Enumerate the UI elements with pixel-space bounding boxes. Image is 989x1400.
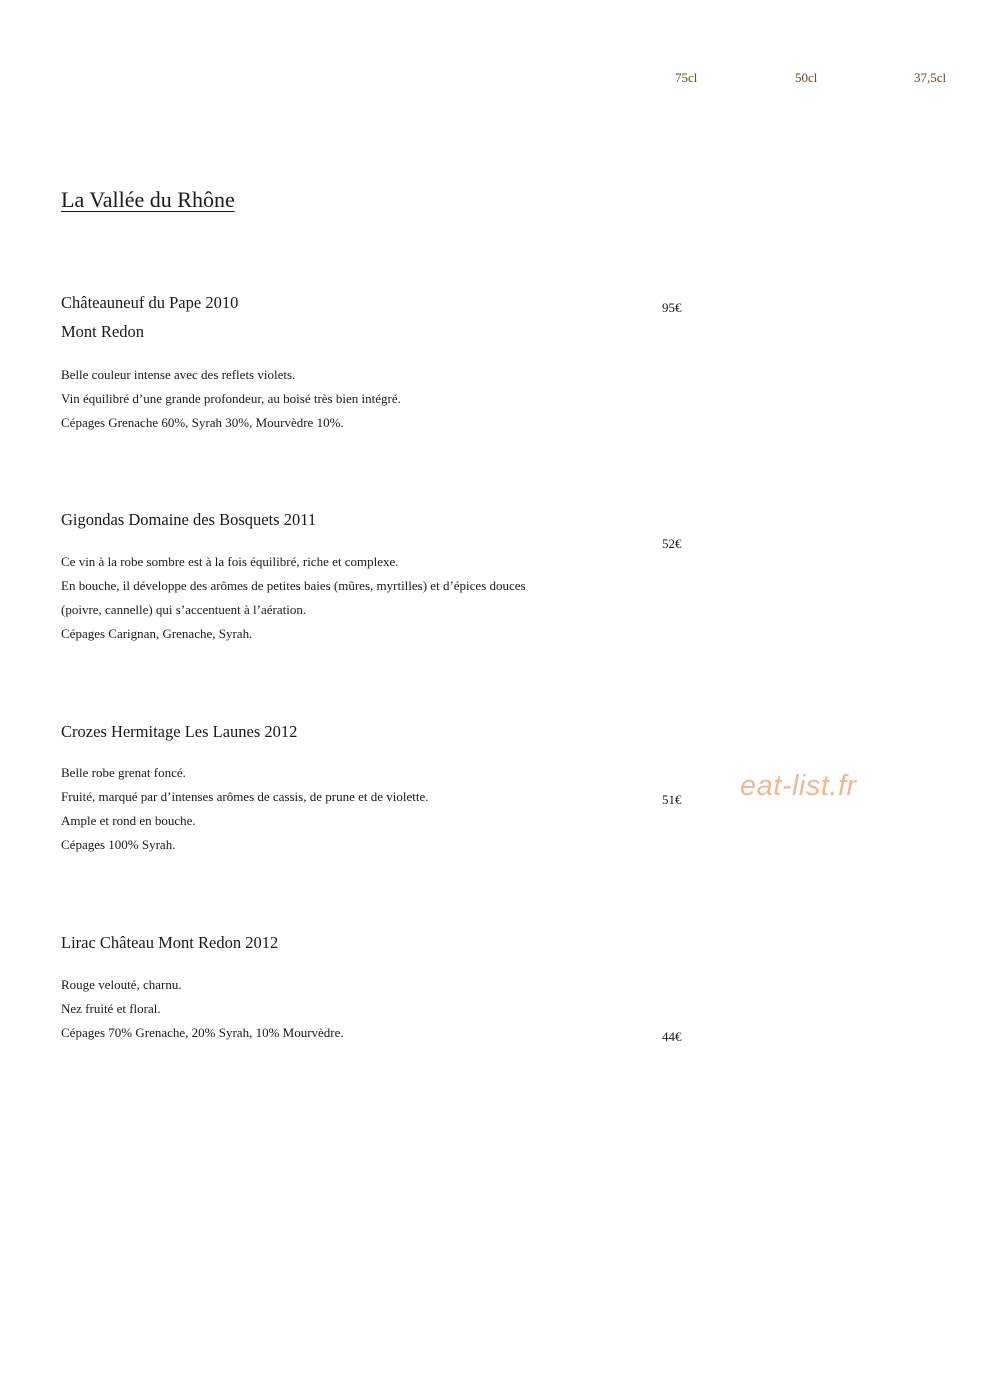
description-line: Belle robe grenat foncé. (61, 765, 186, 780)
description-line: Vin équilibré d’une grande profondeur, au boisé très bien intégré. (61, 391, 401, 406)
wine-description (61, 363, 401, 435)
wine-name: Châteauneuf du Pape 2010 (61, 293, 239, 312)
wine-price-75cl: 51€ (662, 792, 682, 807)
wine-description (61, 761, 429, 857)
size-header-37-5cl: 37,5cl (914, 70, 947, 85)
description-line: Cépages Grenache 60%, Syrah 30%, Mourvèdre 10%. (61, 415, 344, 430)
description-line: Belle couleur intense avec des reflets violets. (61, 367, 296, 382)
description-line: Rouge velouté, charnu. (61, 977, 182, 992)
description-line: Cépages 70% Grenache, 20% Syrah, 10% Mourvèdre. (61, 1025, 344, 1040)
description-line: (poivre, cannelle) qui s’accentuent à l’aération. (61, 602, 307, 617)
description-line: Cépages Carignan, Grenache, Syrah. (61, 626, 253, 641)
wine-subname: Mont Redon (61, 322, 144, 341)
wine-price-75cl: 44€ (662, 1029, 682, 1044)
wine-price-75cl: 95€ (662, 300, 682, 315)
size-header-50cl: 50cl (795, 70, 818, 85)
wine-description (61, 550, 526, 646)
wine-name: Crozes Hermitage Les Launes 2012 (61, 722, 298, 741)
description-line: Fruité, marqué par d’intenses arômes de cassis, de prune et de violette. (61, 789, 429, 804)
section-title: La Vallée du Rhône (61, 187, 235, 212)
watermark: eat-list.fr (740, 770, 857, 802)
wine-name: Gigondas Domaine des Bosquets 2011 (61, 510, 317, 529)
description-line: Cépages 100% Syrah. (61, 837, 176, 852)
wine-price-75cl: 52€ (662, 536, 682, 551)
description-line: En bouche, il développe des arômes de petites baies (mûres, myrtilles) et d’épices douces (61, 578, 526, 593)
wine-name: Lirac Château Mont Redon 2012 (61, 933, 279, 952)
description-line: Ce vin à la robe sombre est à la fois équilibré, riche et complexe. (61, 554, 399, 569)
wine-description (61, 973, 344, 1045)
description-line: Nez fruité et floral. (61, 1001, 161, 1016)
description-line: Ample et rond en bouche. (61, 813, 196, 828)
size-header-75cl: 75cl (675, 70, 698, 85)
